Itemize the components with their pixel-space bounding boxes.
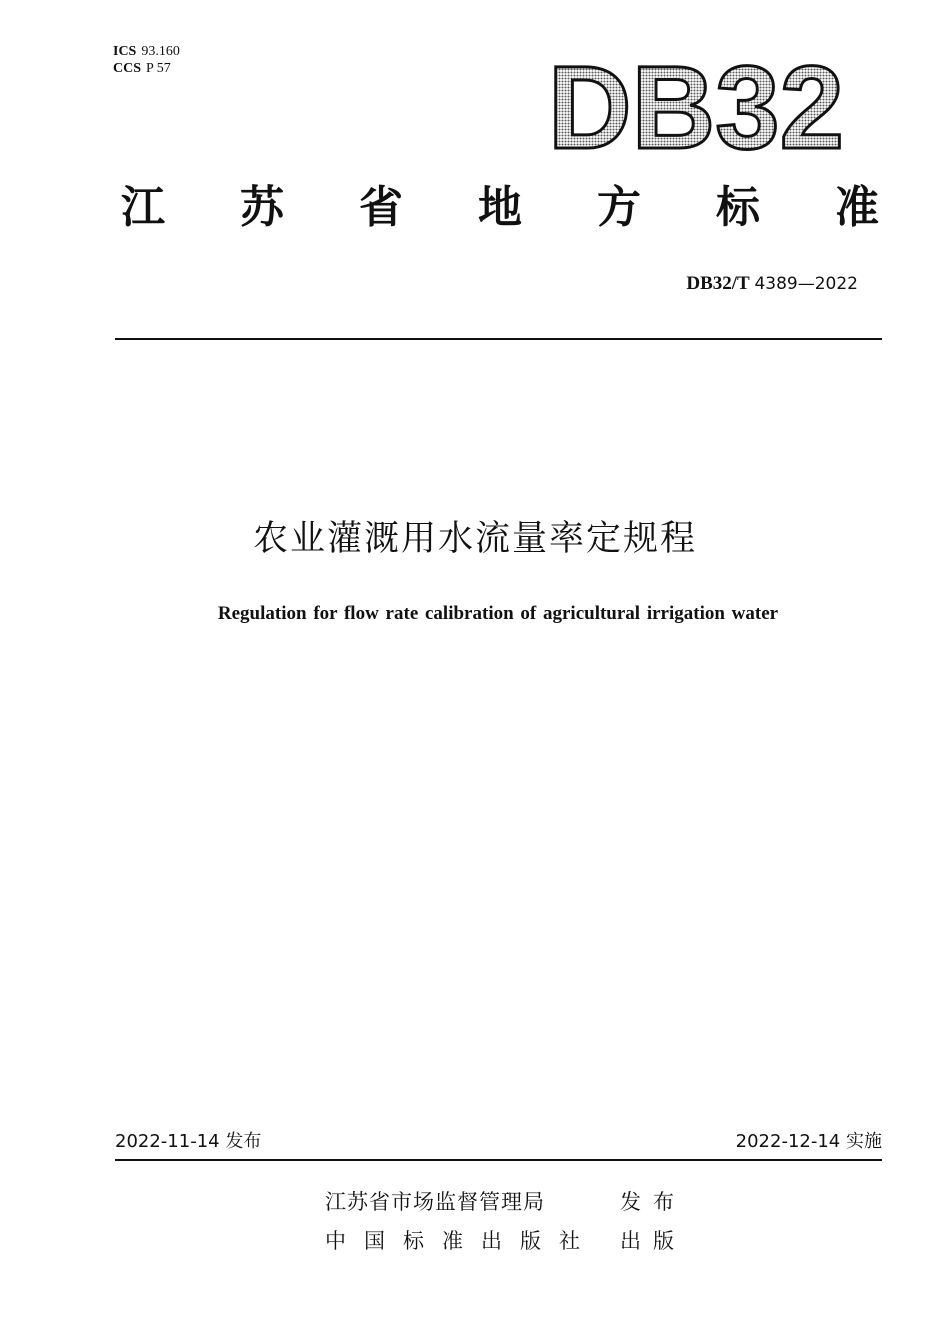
header-divider [115,338,882,340]
issuer-name: 江苏省市场监督管理局 [325,1190,545,1214]
ccs-label: CCS [113,61,142,76]
standard-code: 4389—2022 [754,274,858,294]
logo-text: DB32 [548,50,844,160]
ics-label: ICS [113,44,137,59]
issuing-authority-title [115,180,885,236]
authority-char: 标 [716,182,760,233]
authority-char: 准 [835,182,879,233]
publisher-name: 中国标准出版社 [325,1229,598,1253]
standard-prefix: DB32/T [686,273,750,294]
publisher-role: 出版 [620,1229,686,1253]
document-title-en: Regulation for flow rate calibration of agricultural irrigation water [217,603,779,624]
issuer-role: 发布 [620,1190,686,1214]
authority-char: 苏 [240,182,284,233]
footer-divider [115,1159,882,1161]
authority-char: 地 [478,182,522,233]
document-title-cn: 农业灌溉用水流量率定规程 [252,519,697,559]
ccs-code [113,61,171,77]
db32-logo [540,50,850,160]
authority-char: 省 [359,182,403,233]
ccs-value: P 57 [146,61,171,76]
implement-date: 2022-12-14 实施 [735,1131,882,1152]
authority-char: 江 [121,182,165,233]
ics-value: 93.160 [141,44,180,59]
authority-char: 方 [597,182,641,233]
publish-date: 2022-11-14 发布 [115,1131,262,1152]
ics-code [113,44,180,60]
standard-number [686,272,858,296]
